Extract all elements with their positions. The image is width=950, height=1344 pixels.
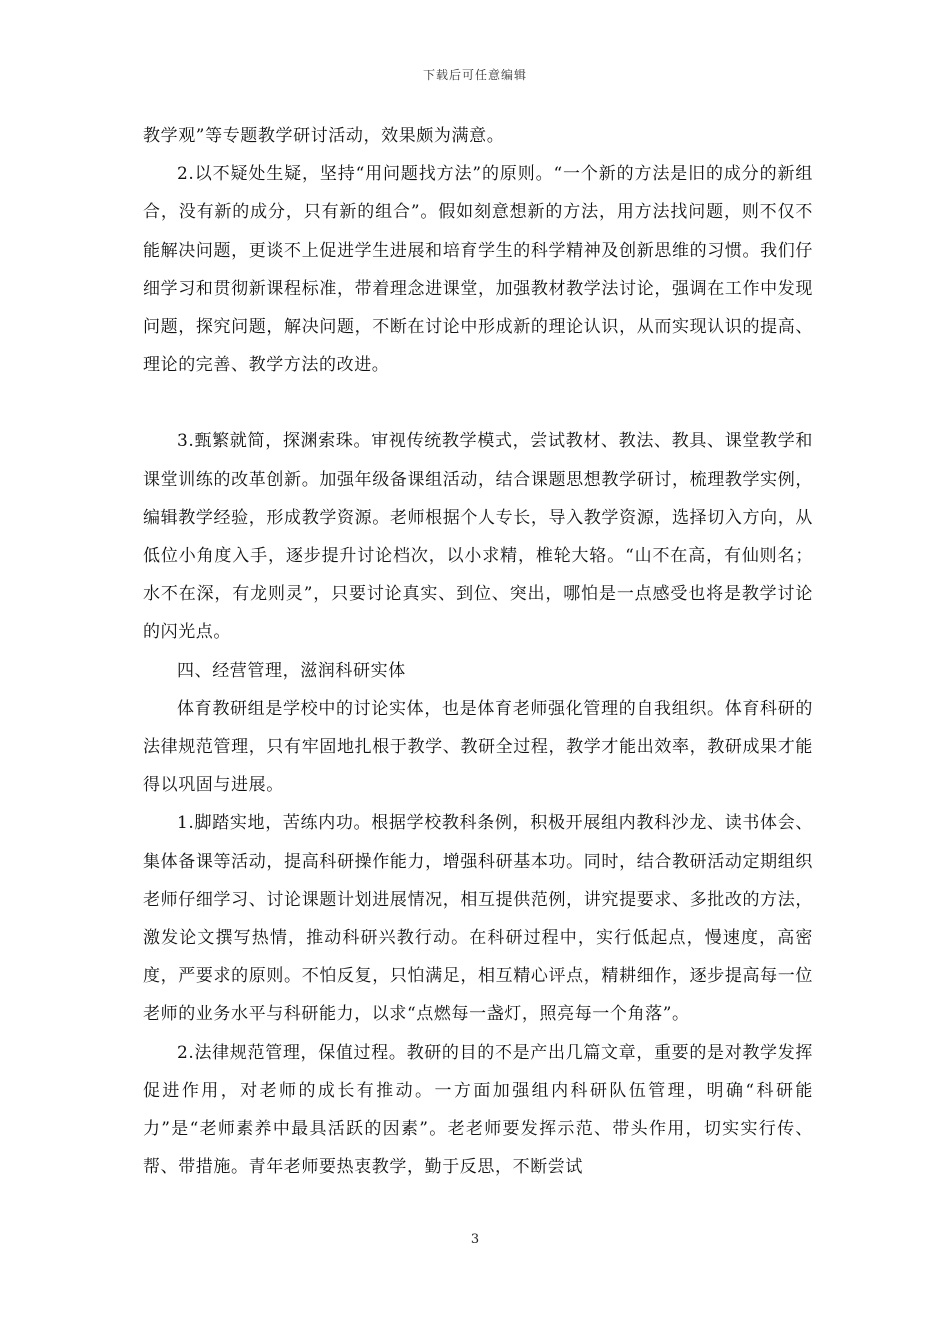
section-heading: 四、经营管理，滋润科研实体 [177,660,406,681]
paragraph-3: 3.甄繁就简，探渊索珠。审视传统教学模式，尝试教材、教法、教具、课堂教学和课堂训练的改革创新。加强年级备课组活动，结合课题思想教学研讨，梳理教学实例，编辑教学经验，形成教学资源。老师根据个人专长，导入教学资源，选择切入方向，从低位小角度入手，逐步提升讨论档次，以小求精，椎轮大辂。“山不在高，有仙则名；水不在深，有龙则灵”，只要讨论真实、到位、突出，哪怕是一点感受也将是教学讨论的闪光点。 [143,431,813,643]
document-body [143,117,813,1186]
paragraph-4: 体育教研组是学校中的讨论实体，也是体育老师强化管理的自我组织。体育科研的法律规范管理，只有牢固地扎根于教学、教研全过程，教学才能出效率，教研成果才能得以巩固与进展。 [143,698,813,796]
paragraph-1: 教学观”等专题教学研讨活动，效果颇为满意。 [143,126,505,146]
paragraph-5: 1.脚踏实地，苦练内功。根据学校教科条例，积极开展组内教科沙龙、读书体会、集体备课等活动，提高科研操作能力，增强科研基本功。同时，结合教研活动定期组织老师仔细学习、讨论课题计划进展情况，相互提供范例，讲究提要求、多批改的方法，激发论文撰写热情，推动科研兴教行动。在科研过程中，实行低起点，慢速度，高密度，严要求的原则。不怕反复，只怕满足，相互精心评点，精耕细作，逐步提高每一位老师的业务水平与科研能力，以求“点燃每一盏灯，照亮每一个角落”。 [143,813,813,1025]
paragraph-2: 2.以不疑处生疑，坚持“用问题找方法”的原则。“一个新的方法是旧的成分的新组合，没有新的成分，只有新的组合”。假如刻意想新的方法，用方法找问题，则不仅不能解决问题，更谈不上促进学生进展和培育学生的科学精神及创新思维的习惯。我们仔细学习和贯彻新课程标准，带着理念进课堂，加强教材教学法讨论，强调在工作中发现问题，探究问题，解决问题，不断在讨论中形成新的理论认识，从而实现认识的提高、理论的完善、教学方法的改进。 [143,164,813,376]
page-header: 下载后可任意编辑 [422,68,527,82]
page-number: 3 [470,1232,480,1247]
paragraph-spacer [143,384,813,422]
paragraph-6: 2.法律规范管理，保值过程。教研的目的不是产出几篇文章，重要的是对教学发挥促进作用，对老师的成长有推动。一方面加强组内科研队伍管理，明确“科研能力”是“老师素养中最具活跃的因素”。老老师要发挥示范、带头作用，切实实行传、帮、带措施。青年老师要热衷教学，勤于反思，不断尝试 [143,1042,813,1178]
